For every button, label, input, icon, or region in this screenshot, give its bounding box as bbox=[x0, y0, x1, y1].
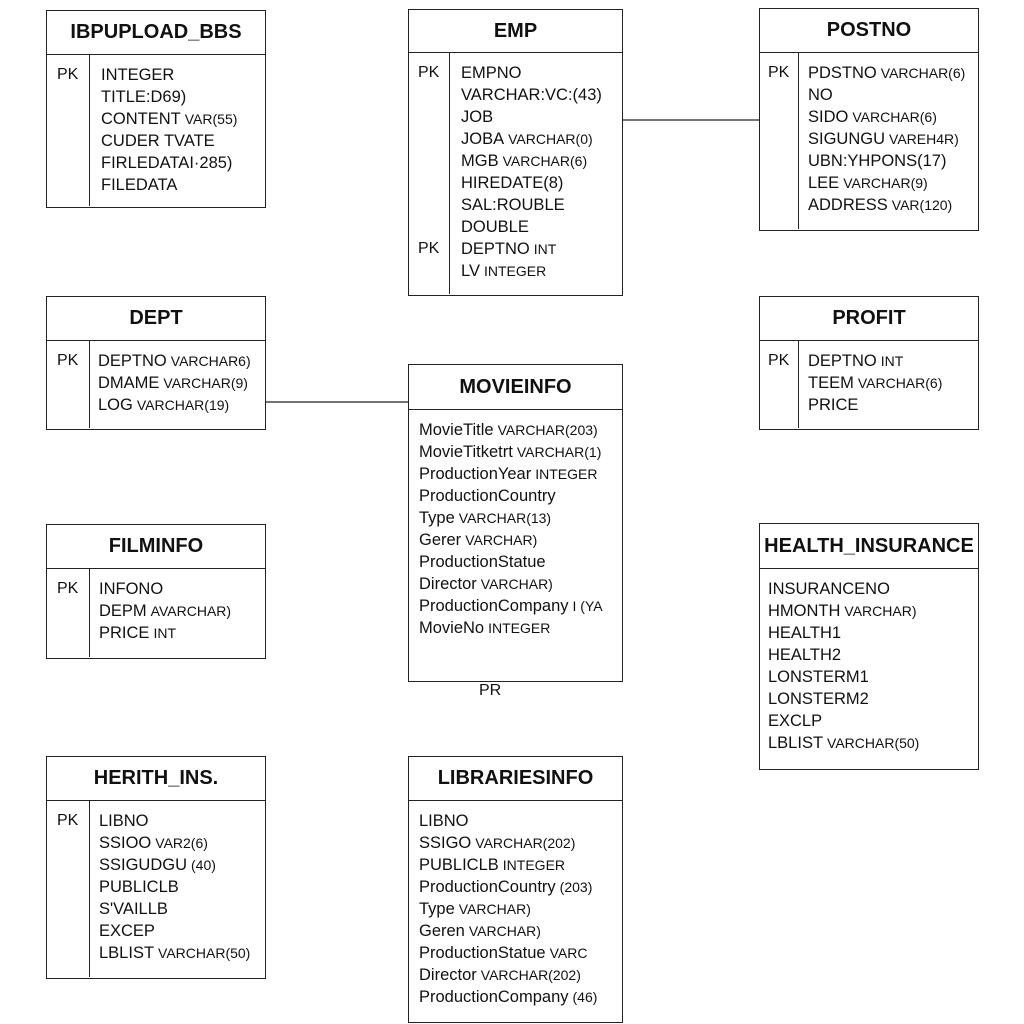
field-row bbox=[409, 529, 621, 551]
field-row bbox=[47, 600, 264, 622]
field-text bbox=[768, 732, 919, 755]
field-text bbox=[99, 920, 155, 943]
field-name: Director bbox=[419, 575, 477, 593]
field-type: VARCHAR) bbox=[465, 532, 538, 548]
field-type: VARCHAR(0) bbox=[508, 131, 593, 147]
field-text bbox=[768, 644, 841, 667]
field-row bbox=[409, 876, 621, 898]
field-name: FILEDATA bbox=[101, 176, 178, 194]
field-text bbox=[768, 710, 822, 733]
field-list bbox=[47, 810, 264, 964]
field-row bbox=[760, 128, 977, 150]
field-name: TITLE:D69) bbox=[101, 88, 187, 106]
field-name: ADDRESS bbox=[808, 196, 888, 214]
field-type: VARCHAR(13) bbox=[458, 510, 552, 526]
field-type: VARCHAR(9) bbox=[163, 375, 248, 391]
primary-key-marker: PK bbox=[768, 64, 790, 81]
field-row bbox=[47, 578, 264, 600]
field-list bbox=[760, 350, 977, 416]
entity-health-insurance bbox=[759, 523, 979, 770]
field-row bbox=[409, 920, 621, 942]
field-type: INTEGER bbox=[483, 263, 547, 279]
field-name: SIGUNGU bbox=[808, 130, 886, 148]
field-row bbox=[760, 62, 977, 84]
field-row bbox=[409, 84, 621, 106]
entity-body bbox=[760, 341, 978, 428]
field-name: INSURANCENO bbox=[768, 580, 890, 598]
field-type: VARCHAR(1) bbox=[516, 444, 602, 460]
field-text bbox=[768, 600, 916, 623]
field-row bbox=[409, 441, 621, 463]
field-name: LBLIST bbox=[768, 734, 824, 752]
field-row bbox=[409, 986, 621, 1008]
primary-key-marker: PK bbox=[57, 812, 79, 829]
field-text bbox=[419, 463, 597, 486]
field-row bbox=[47, 174, 264, 196]
entity-profit bbox=[759, 296, 979, 430]
field-text bbox=[101, 130, 215, 153]
field-type: INT bbox=[533, 241, 557, 257]
field-name: PDSTNO bbox=[808, 64, 877, 82]
field-name: JOBA bbox=[461, 130, 505, 148]
field-name: Director bbox=[419, 966, 477, 984]
field-name: EMPNO bbox=[461, 64, 522, 82]
entity-title: EMP bbox=[409, 10, 622, 53]
field-name: INFONO bbox=[99, 580, 164, 598]
field-row bbox=[409, 463, 621, 485]
field-row bbox=[760, 194, 977, 216]
field-text bbox=[768, 688, 869, 711]
field-name: INTEGER bbox=[101, 66, 175, 84]
entity-ibpupload-bbs bbox=[46, 10, 266, 208]
primary-key-marker: PK bbox=[57, 66, 79, 83]
field-text bbox=[419, 485, 556, 508]
entity-title: MOVIEINFO bbox=[409, 365, 622, 410]
field-text bbox=[98, 372, 248, 395]
field-row bbox=[760, 150, 977, 172]
field-text bbox=[461, 62, 522, 85]
field-type: VARCHAR(6) bbox=[880, 65, 966, 81]
field-text bbox=[808, 128, 959, 151]
field-type: INT bbox=[880, 353, 904, 369]
field-type: INTEGER bbox=[502, 857, 566, 873]
field-name: HEALTH2 bbox=[768, 646, 842, 664]
field-row bbox=[47, 898, 264, 920]
field-row bbox=[409, 128, 621, 150]
field-type: VARCHAR(203) bbox=[497, 422, 598, 438]
entity-title: HEALTH_INSURANCE bbox=[760, 524, 978, 569]
field-name: FIRLEDATAI·285) bbox=[101, 154, 233, 172]
field-text bbox=[419, 617, 550, 640]
field-type: AVARCHAR) bbox=[150, 603, 232, 619]
entity-emp bbox=[408, 9, 623, 296]
field-name: UBN:YHPONS(17) bbox=[808, 152, 947, 170]
primary-key-marker: PK bbox=[57, 352, 79, 369]
field-text bbox=[461, 84, 602, 107]
field-row bbox=[760, 666, 977, 688]
field-row bbox=[760, 84, 977, 106]
field-text bbox=[419, 441, 601, 464]
field-row bbox=[47, 130, 264, 152]
entity-title: PROFIT bbox=[760, 297, 978, 341]
field-text bbox=[419, 551, 546, 574]
field-text bbox=[99, 810, 149, 833]
field-row bbox=[409, 898, 621, 920]
field-type: VARCHAR(6) bbox=[852, 109, 937, 125]
field-name: Type bbox=[419, 509, 455, 527]
field-text bbox=[768, 622, 841, 645]
field-list bbox=[409, 810, 621, 1008]
field-text bbox=[808, 62, 965, 85]
field-text bbox=[99, 600, 231, 623]
field-text bbox=[461, 216, 529, 239]
field-type: VARCHAR) bbox=[480, 576, 553, 592]
field-name: Geren bbox=[419, 922, 465, 940]
field-name: PRICE bbox=[808, 396, 859, 414]
field-type: VARCHAR) bbox=[458, 901, 531, 917]
field-text bbox=[461, 194, 565, 217]
field-name: ProductionStatue bbox=[419, 944, 546, 962]
field-text bbox=[419, 573, 553, 596]
field-type: (46) bbox=[572, 989, 598, 1005]
field-name: LIBNO bbox=[99, 812, 149, 830]
field-name: SSIGUDGU bbox=[99, 856, 188, 874]
field-row bbox=[409, 942, 621, 964]
field-text bbox=[99, 854, 216, 877]
field-text bbox=[808, 172, 928, 195]
field-text bbox=[419, 876, 592, 899]
field-row bbox=[47, 394, 264, 416]
entity-title: FILMINFO bbox=[47, 525, 265, 569]
field-name: LEE bbox=[808, 174, 840, 192]
field-text bbox=[768, 666, 869, 689]
field-row bbox=[760, 350, 977, 372]
field-row bbox=[760, 710, 977, 732]
field-type: VARC bbox=[549, 945, 588, 961]
field-name: DOUBLE bbox=[461, 218, 529, 236]
field-name: DMAME bbox=[98, 374, 160, 392]
entity-filminfo bbox=[46, 524, 266, 659]
field-type: INTEGER bbox=[488, 620, 551, 636]
field-name: SSIGO bbox=[419, 834, 472, 852]
field-row bbox=[409, 238, 621, 260]
field-type: VAREH4R) bbox=[889, 131, 959, 147]
field-row bbox=[760, 578, 977, 600]
field-list bbox=[47, 64, 264, 196]
field-text bbox=[461, 150, 587, 173]
field-text bbox=[461, 260, 546, 283]
field-row bbox=[47, 854, 264, 876]
field-name: Type bbox=[419, 900, 455, 918]
field-name: ProductionCountry bbox=[419, 487, 556, 505]
entity-title: IBPUPLOAD_BBS bbox=[47, 11, 265, 55]
field-list bbox=[760, 578, 977, 754]
field-text bbox=[99, 832, 208, 855]
field-text bbox=[101, 108, 237, 131]
field-list bbox=[47, 350, 264, 416]
field-text bbox=[419, 507, 551, 530]
entity-body bbox=[47, 341, 265, 428]
field-row bbox=[409, 62, 621, 84]
field-name: SIDO bbox=[808, 108, 849, 126]
field-row bbox=[409, 573, 621, 595]
field-text bbox=[99, 876, 179, 899]
entity-body bbox=[760, 569, 978, 768]
field-row bbox=[409, 854, 621, 876]
field-row bbox=[47, 622, 264, 644]
primary-key-marker: PK bbox=[57, 580, 79, 597]
field-row bbox=[760, 732, 977, 754]
field-text bbox=[99, 942, 250, 965]
entity-body bbox=[47, 801, 265, 977]
entity-body bbox=[47, 55, 265, 206]
field-text bbox=[419, 832, 575, 855]
field-name: LONSTERM2 bbox=[768, 690, 869, 708]
entity-body bbox=[409, 801, 622, 1021]
field-name: DEPM bbox=[99, 602, 147, 620]
field-text bbox=[99, 578, 163, 601]
field-row bbox=[760, 106, 977, 128]
field-name: DEPTNO bbox=[808, 352, 877, 370]
field-text bbox=[419, 854, 565, 877]
field-name: SAL:ROUBLE bbox=[461, 196, 565, 214]
field-type: VARCHAR) bbox=[468, 923, 541, 939]
field-type: (203) bbox=[559, 879, 593, 895]
entity-herith-ins bbox=[46, 756, 266, 979]
entity-title: HERITH_INS. bbox=[47, 757, 265, 801]
field-name: MovieNo bbox=[419, 619, 485, 637]
field-row bbox=[409, 260, 621, 282]
field-type: INT bbox=[153, 625, 176, 641]
field-text bbox=[99, 622, 176, 645]
field-name: S'VAILLB bbox=[99, 900, 168, 918]
entity-postno bbox=[759, 8, 979, 231]
field-row bbox=[409, 419, 621, 441]
field-text bbox=[808, 150, 946, 173]
field-row bbox=[409, 595, 621, 617]
field-name: JOB bbox=[461, 108, 494, 126]
field-row bbox=[760, 372, 977, 394]
field-row bbox=[47, 152, 264, 174]
field-text bbox=[101, 86, 186, 109]
field-row bbox=[409, 485, 621, 507]
entity-librariesinfo bbox=[408, 756, 623, 1023]
field-type: VARCHAR) bbox=[844, 603, 917, 619]
field-row bbox=[409, 551, 621, 573]
entity-body bbox=[409, 53, 622, 294]
entity-body bbox=[760, 53, 978, 229]
field-row bbox=[47, 372, 264, 394]
field-row bbox=[47, 876, 264, 898]
field-text bbox=[419, 419, 598, 442]
field-row bbox=[409, 507, 621, 529]
field-text bbox=[419, 529, 537, 552]
field-type: VAR(55) bbox=[184, 111, 238, 127]
field-text bbox=[461, 128, 593, 151]
entity-footnote: PR bbox=[479, 682, 502, 699]
field-row bbox=[409, 832, 621, 854]
field-type: (40) bbox=[191, 857, 216, 873]
field-row bbox=[409, 216, 621, 238]
field-row bbox=[760, 600, 977, 622]
field-row bbox=[409, 964, 621, 986]
field-name: EXCLP bbox=[768, 712, 823, 730]
field-row bbox=[760, 688, 977, 710]
field-row bbox=[47, 86, 264, 108]
field-name: ProductionCountry bbox=[419, 878, 556, 896]
field-text bbox=[98, 350, 251, 373]
primary-key-marker: PK bbox=[418, 64, 440, 81]
field-type: VAR2(6) bbox=[155, 835, 208, 851]
field-text bbox=[99, 898, 168, 921]
field-type: VARCHAR(6) bbox=[502, 153, 588, 169]
field-type: VARCHAR(6) bbox=[857, 375, 943, 391]
field-type: VARCHAR(19) bbox=[136, 397, 230, 413]
field-name: LV bbox=[461, 262, 480, 280]
field-text bbox=[461, 172, 563, 195]
field-name: HMONTH bbox=[768, 602, 841, 620]
field-text bbox=[808, 194, 952, 217]
field-text bbox=[98, 394, 229, 417]
field-row bbox=[47, 108, 264, 130]
field-row bbox=[47, 832, 264, 854]
field-list bbox=[409, 62, 621, 282]
field-name: HIREDATE(8) bbox=[461, 174, 564, 192]
field-text bbox=[101, 64, 174, 87]
field-type: VARCHAR6) bbox=[170, 353, 251, 369]
field-text bbox=[419, 986, 597, 1009]
field-name: MovieTitketrt bbox=[419, 443, 513, 461]
primary-key-marker: PK bbox=[418, 240, 440, 257]
field-row bbox=[47, 920, 264, 942]
field-text bbox=[461, 238, 556, 261]
field-name: PUBLICLB bbox=[419, 856, 499, 874]
field-row bbox=[409, 106, 621, 128]
field-name: VARCHAR:VC:(43) bbox=[461, 86, 602, 104]
entity-dept bbox=[46, 296, 266, 430]
entity-title: POSTNO bbox=[760, 9, 978, 53]
field-text bbox=[808, 372, 942, 395]
field-type: VARCHAR(9) bbox=[843, 175, 928, 191]
entity-body bbox=[409, 410, 622, 699]
entity-movieinfo bbox=[408, 364, 623, 699]
field-name: SSIOO bbox=[99, 834, 152, 852]
field-text bbox=[419, 964, 581, 987]
field-row bbox=[47, 810, 264, 832]
field-name: PUBLICLB bbox=[99, 878, 179, 896]
field-name: EXCEP bbox=[99, 922, 155, 940]
field-name: MGB bbox=[461, 152, 499, 170]
field-text bbox=[808, 350, 903, 373]
field-list bbox=[409, 419, 621, 639]
field-row bbox=[760, 622, 977, 644]
field-name: ProductionCompany bbox=[419, 597, 569, 615]
field-name: PRICE bbox=[99, 624, 150, 642]
entity-title: LIBRARIESINFO bbox=[409, 757, 622, 801]
field-name: ProductionCompany bbox=[419, 988, 569, 1006]
field-name: LBLIST bbox=[99, 944, 155, 962]
field-list bbox=[760, 62, 977, 216]
field-type: VARCHAR(202) bbox=[480, 967, 581, 983]
field-text bbox=[808, 106, 937, 129]
field-name: LONSTERM1 bbox=[768, 668, 869, 686]
field-row bbox=[47, 942, 264, 964]
field-row bbox=[760, 644, 977, 666]
field-type: VAR(120) bbox=[891, 197, 953, 213]
field-name: CONTENT bbox=[101, 110, 181, 128]
field-text bbox=[419, 898, 531, 921]
entity-title: DEPT bbox=[47, 297, 265, 341]
field-name: ProductionStatue bbox=[419, 553, 546, 571]
field-type: INTEGER bbox=[535, 466, 598, 482]
field-text bbox=[808, 84, 833, 107]
field-type: VARCHAR(50) bbox=[827, 735, 920, 751]
field-row bbox=[47, 64, 264, 86]
field-name: TEEM bbox=[808, 374, 854, 392]
entity-body bbox=[47, 569, 265, 657]
field-text bbox=[419, 810, 469, 833]
field-text bbox=[101, 152, 232, 175]
field-name: ProductionYear bbox=[419, 465, 532, 483]
field-name: DEPTNO bbox=[98, 352, 167, 370]
field-row bbox=[409, 150, 621, 172]
field-name: MovieTitle bbox=[419, 421, 494, 439]
field-name: CUDER TVATE bbox=[101, 132, 215, 150]
field-row bbox=[760, 172, 977, 194]
field-list bbox=[47, 578, 264, 644]
field-name: LIBNO bbox=[419, 812, 469, 830]
field-text bbox=[101, 174, 177, 197]
field-row bbox=[760, 394, 977, 416]
field-text bbox=[808, 394, 858, 417]
field-text bbox=[419, 920, 541, 943]
primary-key-marker: PK bbox=[768, 352, 790, 369]
field-name: NO bbox=[808, 86, 833, 104]
field-row bbox=[409, 194, 621, 216]
field-name: HEALTH1 bbox=[768, 624, 842, 642]
field-name: LOG bbox=[98, 396, 133, 414]
field-text bbox=[419, 595, 603, 618]
field-row bbox=[47, 350, 264, 372]
field-row bbox=[409, 172, 621, 194]
field-name: Gerer bbox=[419, 531, 462, 549]
field-text bbox=[768, 578, 890, 601]
field-type: VARCHAR(50) bbox=[158, 945, 251, 961]
field-type: I (YA bbox=[572, 598, 603, 614]
field-row bbox=[409, 617, 621, 639]
field-text bbox=[419, 942, 587, 965]
field-row bbox=[409, 810, 621, 832]
field-name: DEPTNO bbox=[461, 240, 530, 258]
field-text bbox=[461, 106, 493, 129]
field-type: VARCHAR(202) bbox=[475, 835, 576, 851]
